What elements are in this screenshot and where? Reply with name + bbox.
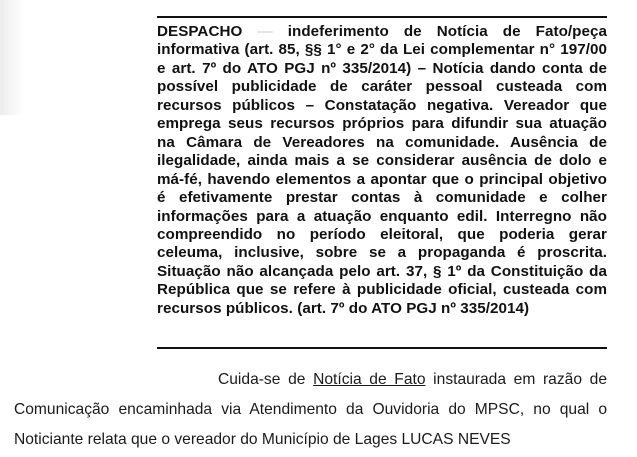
body-intro: Cuida-se de [218,371,314,388]
despacho-dash: — [257,23,273,40]
ementa-text: indeferimento de Notícia de Fato/peça informativa (art. 85, §§ 1° e 2° da Lei complementar n° 197/00 e art. 7º do ATO PGJ nº 335/2014) – Notícia dando conta de possível publicidade de caráter pessoal custeada com recursos públicos – Constatação negativa. Vereador que emprega seus recursos próprios para difundir sua atuação na Câmara de Vereadores na comunidade. Ausência de ilegalidade, ainda mais a se considerar ausência de dolo e má-fé, havendo elementos a apontar que o principal objetivo é efetivamente prestar contas à comunidade e colher informações para a atuação enquanto edil. Interregno não compreendido no período eleitoral, que poderia gerar celeuma, inclusive, sobre se a propaganda é proscrita. Situação não alcançada pelo art. 37, § 1º da Constituição da República que se refere à publicidade oficial, custeada com recursos públicos. (art. 7º do ATO PGJ nº 335/2014) [157,23,607,317]
despacho-heading: DESPACHO [157,23,243,40]
ementa-paragraph [157,23,607,318]
body-rest: instaurada em razão de Comunicação encaminhada via Atendimento da Ouvidoria do MPSC, no qual o Noticiante relata que o vereador do Município de Lages LUCAS NEVES [14,371,608,448]
page-edge-shadow [0,0,24,115]
noticia-de-fato-term: Notícia de Fato [313,371,426,388]
ementa-block [157,16,607,349]
body-paragraph [14,365,607,455]
